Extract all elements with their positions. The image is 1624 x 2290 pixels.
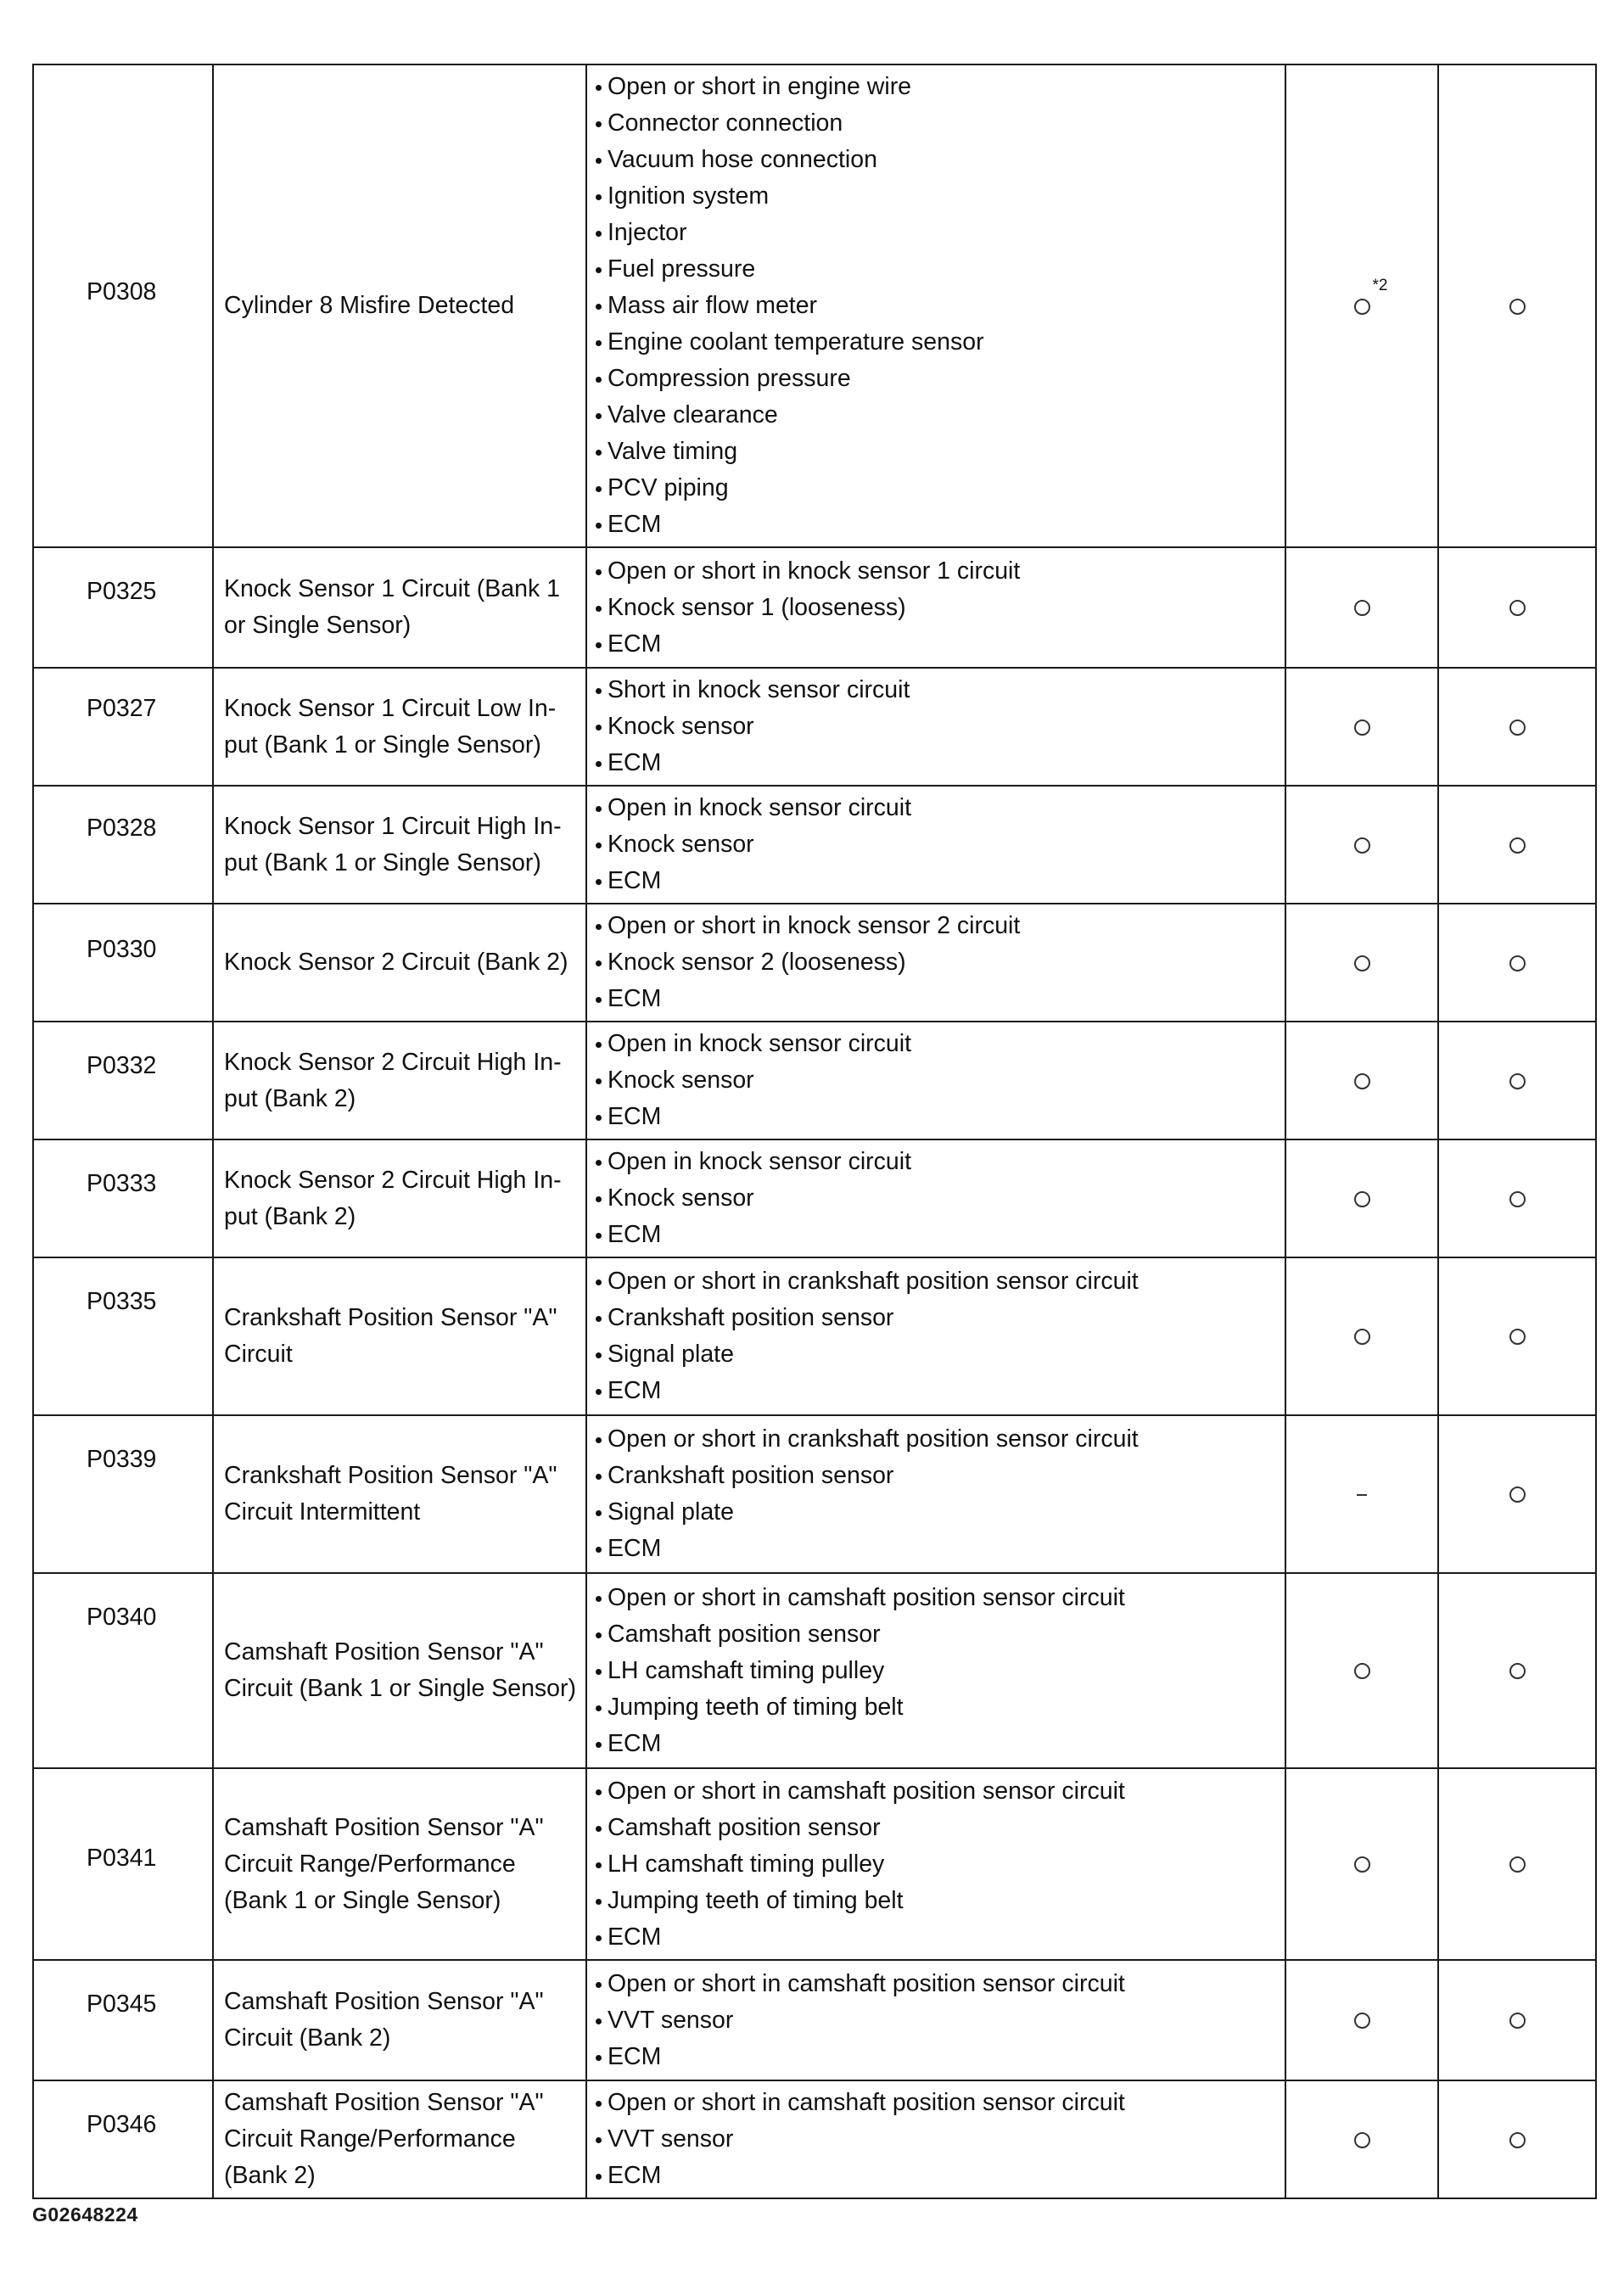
trouble-area-item: Injector <box>594 215 1285 251</box>
circle-mark-icon <box>1354 299 1370 315</box>
detection-item: Knock Sensor 2 Circuit High In-put (Bank 2) <box>213 1022 586 1139</box>
trouble-area-item: Open in knock sensor circuit <box>594 790 1285 826</box>
circle-mark-icon <box>1509 2132 1526 2148</box>
table-row <box>33 1022 1596 1139</box>
trouble-area-item: Open or short in camshaft position sensor circuit <box>594 2085 1285 2121</box>
trouble-area-list <box>594 553 1285 663</box>
memory-cell <box>1438 1022 1596 1139</box>
trouble-area-cell <box>586 1139 1285 1257</box>
detection-item: Knock Sensor 1 Circuit High In-put (Bank 1 or Single Sensor) <box>213 786 586 904</box>
trouble-area-cell <box>586 1768 1285 1960</box>
dtc-code: P0335 <box>87 1288 157 1315</box>
trouble-area-item: Signal plate <box>594 1336 1285 1373</box>
circle-mark-icon <box>1509 2013 1526 2029</box>
detection-item: Knock Sensor 2 Circuit High In-put (Bank 2) <box>213 1139 586 1257</box>
mil-mark-wrap <box>1354 1846 1370 1883</box>
dtc-code: P0346 <box>87 2111 157 2138</box>
memory-mark-wrap <box>1509 2121 1526 2158</box>
trouble-area-item: Knock sensor <box>594 826 1285 863</box>
circle-mark-icon <box>1354 719 1370 736</box>
dtc-code-cell <box>33 1415 213 1573</box>
trouble-area-item: Engine coolant temperature sensor <box>594 324 1285 361</box>
memory-mark-wrap <box>1509 1180 1526 1217</box>
trouble-area-item: Knock sensor 1 (looseness) <box>594 590 1285 626</box>
mil-cell <box>1285 547 1438 668</box>
trouble-area-list <box>594 1580 1285 1762</box>
dtc-code-cell <box>33 1257 213 1415</box>
memory-mark-wrap <box>1509 590 1526 626</box>
table-row <box>33 904 1596 1022</box>
circle-mark-icon <box>1354 1191 1370 1207</box>
dtc-code: P0325 <box>87 578 157 605</box>
trouble-area-cell <box>586 786 1285 904</box>
trouble-area-cell <box>586 547 1285 668</box>
trouble-area-item: ECM <box>594 2158 1285 2194</box>
detection-item: Camshaft Position Sensor "A" Circuit (Bank 1 or Single Sensor) <box>213 1573 586 1768</box>
trouble-area-item: Vacuum hose connection <box>594 142 1285 178</box>
dtc-table-body <box>33 64 1596 2198</box>
trouble-area-item: Crankshaft position sensor <box>594 1458 1285 1494</box>
trouble-area-item: Jumping teeth of timing belt <box>594 1689 1285 1726</box>
dtc-code: P0339 <box>87 1446 157 1473</box>
circle-mark-icon <box>1354 600 1370 616</box>
memory-mark-wrap <box>1509 1319 1526 1355</box>
dtc-code: P0328 <box>87 815 157 842</box>
trouble-area-item: ECM <box>594 1217 1285 1253</box>
trouble-area-item: Open or short in camshaft position sensor circuit <box>594 1580 1285 1616</box>
detection-item: Crankshaft Position Sensor "A" Circuit Intermittent <box>213 1415 586 1573</box>
dtc-code-cell <box>33 668 213 786</box>
trouble-area-list <box>594 1966 1285 2075</box>
trouble-area-item: ECM <box>594 626 1285 663</box>
memory-cell <box>1438 668 1596 786</box>
circle-mark-icon <box>1509 1663 1526 1679</box>
circle-mark-icon <box>1354 837 1370 854</box>
trouble-area-list <box>594 1773 1285 1956</box>
circle-mark-icon <box>1509 1856 1526 1873</box>
trouble-area-item: ECM <box>594 981 1285 1017</box>
trouble-area-item: PCV piping <box>594 470 1285 507</box>
trouble-area-item: Mass air flow meter <box>594 288 1285 324</box>
trouble-area-item: Open in knock sensor circuit <box>594 1144 1285 1180</box>
trouble-area-item: Knock sensor <box>594 1180 1285 1217</box>
detection-item: Knock Sensor 1 Circuit (Bank 1 or Single Sensor) <box>213 547 586 668</box>
memory-mark-wrap <box>1509 826 1526 863</box>
circle-mark-icon <box>1509 1329 1526 1345</box>
mil-mark-wrap <box>1354 1319 1370 1355</box>
dtc-code-cell <box>33 904 213 1022</box>
mil-cell <box>1285 1022 1438 1139</box>
figure-id: G02648224 <box>32 2203 138 2226</box>
trouble-area-list <box>594 1263 1285 1409</box>
circle-mark-icon <box>1509 1487 1526 1503</box>
memory-mark-wrap <box>1509 1476 1526 1513</box>
trouble-area-cell <box>586 1257 1285 1415</box>
trouble-area-item: Open or short in camshaft position sensor circuit <box>594 1966 1285 2002</box>
trouble-area-cell <box>586 904 1285 1022</box>
trouble-area-list <box>594 2085 1285 2194</box>
mil-cell <box>1285 1573 1438 1768</box>
trouble-area-item: ECM <box>594 1726 1285 1762</box>
memory-mark-wrap <box>1509 288 1526 324</box>
dtc-code: P0340 <box>87 1604 157 1631</box>
dtc-code: P0345 <box>87 1990 157 2018</box>
trouble-area-cell <box>586 1415 1285 1573</box>
trouble-area-item: Open or short in knock sensor 1 circuit <box>594 553 1285 590</box>
memory-cell <box>1438 1139 1596 1257</box>
trouble-area-list <box>594 790 1285 899</box>
dtc-code: P0341 <box>87 1845 157 1872</box>
trouble-area-item: Short in knock sensor circuit <box>594 672 1285 708</box>
trouble-area-item: ECM <box>594 2039 1285 2075</box>
mil-mark-wrap <box>1354 590 1370 626</box>
trouble-area-list <box>594 1421 1285 1567</box>
footnote-marker: *2 <box>1372 277 1388 294</box>
memory-cell <box>1438 786 1596 904</box>
table-row <box>33 1257 1596 1415</box>
trouble-area-item: Jumping teeth of timing belt <box>594 1883 1285 1919</box>
circle-mark-icon <box>1354 1073 1370 1089</box>
trouble-area-item: Compression pressure <box>594 361 1285 397</box>
dtc-code-cell <box>33 64 213 547</box>
trouble-area-item: Knock sensor <box>594 1062 1285 1099</box>
table-row <box>33 2080 1596 2198</box>
trouble-area-item: Signal plate <box>594 1494 1285 1531</box>
memory-mark-wrap <box>1509 2002 1526 2039</box>
memory-cell <box>1438 1960 1596 2080</box>
mil-mark-wrap <box>1354 277 1388 324</box>
memory-mark-wrap <box>1509 944 1526 981</box>
memory-cell <box>1438 1257 1596 1415</box>
trouble-area-item: ECM <box>594 863 1285 899</box>
trouble-area-item: Valve clearance <box>594 397 1285 434</box>
table-row <box>33 1139 1596 1257</box>
circle-mark-icon <box>1509 600 1526 616</box>
trouble-area-item: Ignition system <box>594 178 1285 215</box>
circle-mark-icon <box>1509 719 1526 736</box>
memory-mark-wrap <box>1509 1653 1526 1689</box>
trouble-area-list <box>594 1144 1285 1253</box>
trouble-area-item: VVT sensor <box>594 2002 1285 2039</box>
dtc-code: P0332 <box>87 1052 157 1079</box>
trouble-area-item: Camshaft position sensor <box>594 1616 1285 1653</box>
trouble-area-item: Knock sensor <box>594 708 1285 745</box>
trouble-area-cell <box>586 64 1285 547</box>
mil-cell <box>1285 1139 1438 1257</box>
mil-mark-wrap <box>1354 1180 1370 1217</box>
trouble-area-list <box>594 908 1285 1017</box>
trouble-area-cell <box>586 1573 1285 1768</box>
trouble-area-item: ECM <box>594 1373 1285 1409</box>
dtc-code: P0330 <box>87 936 157 963</box>
memory-cell <box>1438 64 1596 547</box>
table-row <box>33 786 1596 904</box>
trouble-area-item: Open or short in crankshaft position sensor circuit <box>594 1421 1285 1458</box>
trouble-area-item: Open or short in engine wire <box>594 69 1285 105</box>
trouble-area-cell <box>586 1960 1285 2080</box>
mil-mark-wrap <box>1354 1653 1370 1689</box>
dtc-code-cell <box>33 1573 213 1768</box>
memory-cell <box>1438 1415 1596 1573</box>
dtc-code-cell <box>33 2080 213 2198</box>
circle-mark-icon <box>1354 1856 1370 1873</box>
table-row <box>33 1768 1596 1960</box>
memory-cell <box>1438 1768 1596 1960</box>
trouble-area-item: Open or short in crankshaft position sensor circuit <box>594 1263 1285 1300</box>
circle-mark-icon <box>1509 1073 1526 1089</box>
mil-mark-wrap <box>1354 708 1370 745</box>
trouble-area-cell <box>586 2080 1285 2198</box>
dtc-code-cell <box>33 1022 213 1139</box>
trouble-area-item: ECM <box>594 507 1285 543</box>
trouble-area-item: LH camshaft timing pulley <box>594 1846 1285 1883</box>
trouble-area-item: Valve timing <box>594 434 1285 470</box>
dtc-code-cell <box>33 1139 213 1257</box>
table-row <box>33 64 1596 547</box>
circle-mark-icon <box>1354 1329 1370 1345</box>
detection-item: Crankshaft Position Sensor "A" Circuit <box>213 1257 586 1415</box>
dtc-code: P0308 <box>87 278 157 305</box>
circle-mark-icon <box>1509 837 1526 854</box>
detection-item: Camshaft Position Sensor "A" Circuit Range/Performance (Bank 1 or Single Sensor) <box>213 1768 586 1960</box>
trouble-area-item: Fuel pressure <box>594 251 1285 288</box>
dtc-code: P0327 <box>87 695 157 722</box>
trouble-area-list <box>594 69 1285 543</box>
detection-item: Camshaft Position Sensor "A" Circuit Range/Performance (Bank 2) <box>213 2080 586 2198</box>
dash-mark-icon <box>1357 1494 1367 1497</box>
trouble-area-item: Open or short in knock sensor 2 circuit <box>594 908 1285 944</box>
circle-mark-icon <box>1509 1191 1526 1207</box>
mil-cell <box>1285 786 1438 904</box>
mil-cell <box>1285 1257 1438 1415</box>
memory-cell <box>1438 1573 1596 1768</box>
trouble-area-cell <box>586 1022 1285 1139</box>
dtc-code-cell <box>33 786 213 904</box>
trouble-area-item: ECM <box>594 1531 1285 1567</box>
trouble-area-item: Connector connection <box>594 105 1285 142</box>
trouble-area-item: ECM <box>594 745 1285 781</box>
memory-mark-wrap <box>1509 1062 1526 1099</box>
trouble-area-list <box>594 1026 1285 1135</box>
memory-cell <box>1438 904 1596 1022</box>
table-row <box>33 547 1596 668</box>
dtc-code-cell <box>33 1768 213 1960</box>
trouble-area-cell <box>586 668 1285 786</box>
trouble-area-item: Camshaft position sensor <box>594 1810 1285 1846</box>
trouble-area-item: Crankshaft position sensor <box>594 1300 1285 1336</box>
table-row <box>33 1415 1596 1573</box>
mil-cell <box>1285 904 1438 1022</box>
circle-mark-icon <box>1354 1663 1370 1679</box>
mil-mark-wrap <box>1354 826 1370 863</box>
trouble-area-item: LH camshaft timing pulley <box>594 1653 1285 1689</box>
memory-mark-wrap <box>1509 1846 1526 1883</box>
mil-cell <box>1285 1768 1438 1960</box>
dtc-code-cell <box>33 1960 213 2080</box>
mil-cell <box>1285 1960 1438 2080</box>
table-row <box>33 1573 1596 1768</box>
detection-item: Cylinder 8 Misfire Detected <box>213 64 586 547</box>
detection-item: Knock Sensor 2 Circuit (Bank 2) <box>213 904 586 1022</box>
dtc-table <box>32 64 1597 2199</box>
memory-cell <box>1438 2080 1596 2198</box>
circle-mark-icon <box>1354 955 1370 971</box>
trouble-area-item: Open or short in camshaft position sensor circuit <box>594 1773 1285 1810</box>
mil-mark-wrap <box>1354 2121 1370 2158</box>
circle-mark-icon <box>1354 2132 1370 2148</box>
circle-mark-icon <box>1509 299 1526 315</box>
detection-item: Camshaft Position Sensor "A" Circuit (Bank 2) <box>213 1960 586 2080</box>
dtc-code-cell <box>33 547 213 668</box>
mil-mark-wrap <box>1354 1062 1370 1099</box>
trouble-area-item: Knock sensor 2 (looseness) <box>594 944 1285 981</box>
dtc-code: P0333 <box>87 1170 157 1197</box>
trouble-area-item: VVT sensor <box>594 2121 1285 2158</box>
mil-mark-wrap <box>1354 2002 1370 2039</box>
circle-mark-icon <box>1509 955 1526 971</box>
memory-mark-wrap <box>1509 708 1526 745</box>
trouble-area-item: ECM <box>594 1099 1285 1135</box>
table-row <box>33 668 1596 786</box>
trouble-area-item: ECM <box>594 1919 1285 1956</box>
mil-cell <box>1285 2080 1438 2198</box>
detection-item: Knock Sensor 1 Circuit Low In-put (Bank 1 or Single Sensor) <box>213 668 586 786</box>
trouble-area-list <box>594 672 1285 781</box>
mil-cell <box>1285 668 1438 786</box>
table-row <box>33 1960 1596 2080</box>
mil-mark-wrap <box>1354 944 1370 981</box>
mil-cell <box>1285 64 1438 547</box>
trouble-area-item: Open in knock sensor circuit <box>594 1026 1285 1062</box>
circle-mark-icon <box>1354 2013 1370 2029</box>
memory-cell <box>1438 547 1596 668</box>
mil-cell <box>1285 1415 1438 1573</box>
